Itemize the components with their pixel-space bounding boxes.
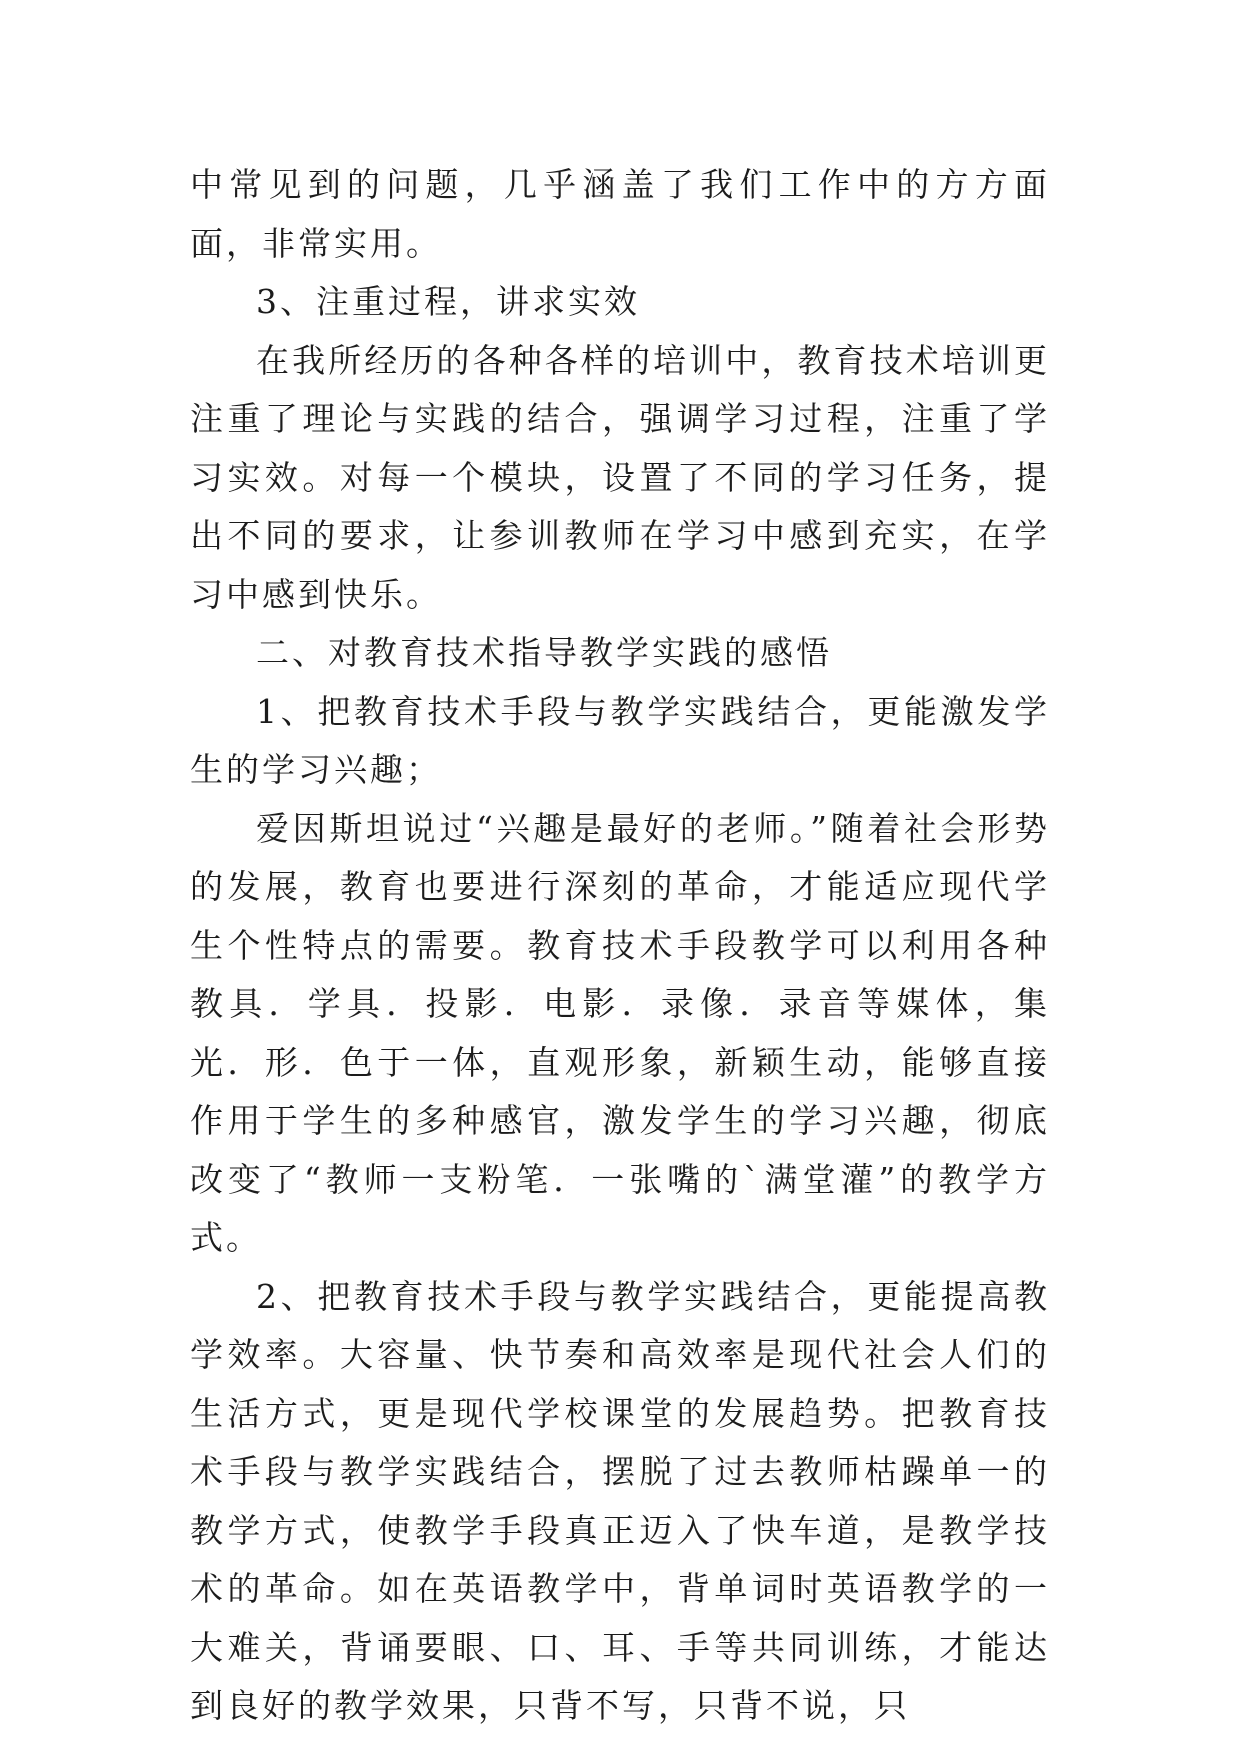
document-body — [190, 156, 1050, 1736]
subheading-interest: 1、把教育技术手段与教学实践结合，更能激发学生的学习兴趣； — [190, 691, 1050, 789]
paragraph-training-experience: 在我所经历的各种各样的培训中，教育技术培训更注重了理论与实践的结合，强调学习过程，注重了学习实效。对每一个模块，设置了不同的学习任务，提出不同的要求，让参训教师在学习中感到充实，在学习中感到快乐。 — [190, 340, 1050, 614]
paragraph-efficiency: 2、把教育技术手段与教学实践结合，更能提高教学效率。大容量、快节奏和高效率是现代社会人们的生活方式，更是现代学校课堂的发展趋势。把教育技术手段与教学实践结合，摆脱了过去教师枯躁单一的教学方式，使教学手段真正迈入了快车道，是教学技术的革命。如在英语教学中，背单词时英语教学的一大难关，背诵要眼、口、耳、手等共同训练，才能达到良好的教学效果，只背不写，只背不说，只 — [190, 1276, 1050, 1725]
paragraph-einstein-interest: 爱因斯坦说过“兴趣是最好的老师。”随着社会形势的发展，教育也要进行深刻的革命，才能适应现代学生个性特点的需要。教育技术手段教学可以利用各种教具．学具．投影．电影．录像．录音等媒体，集光．形．色于一体，直观形象，新颖生动，能够直接作用于学生的多种感官，激发学生的学习兴趣，彻底改变了“教师一支粉笔．一张嘴的`满堂灌”的教学方式。 — [190, 808, 1050, 1257]
section-heading-insights: 二、对教育技术指导教学实践的感悟 — [256, 633, 832, 672]
paragraph-continuation: 中常见到的问题，几乎涵盖了我们工作中的方方面面，非常实用。 — [190, 165, 1050, 263]
subheading-process-effectiveness: 3、注重过程，讲求实效 — [256, 282, 640, 321]
